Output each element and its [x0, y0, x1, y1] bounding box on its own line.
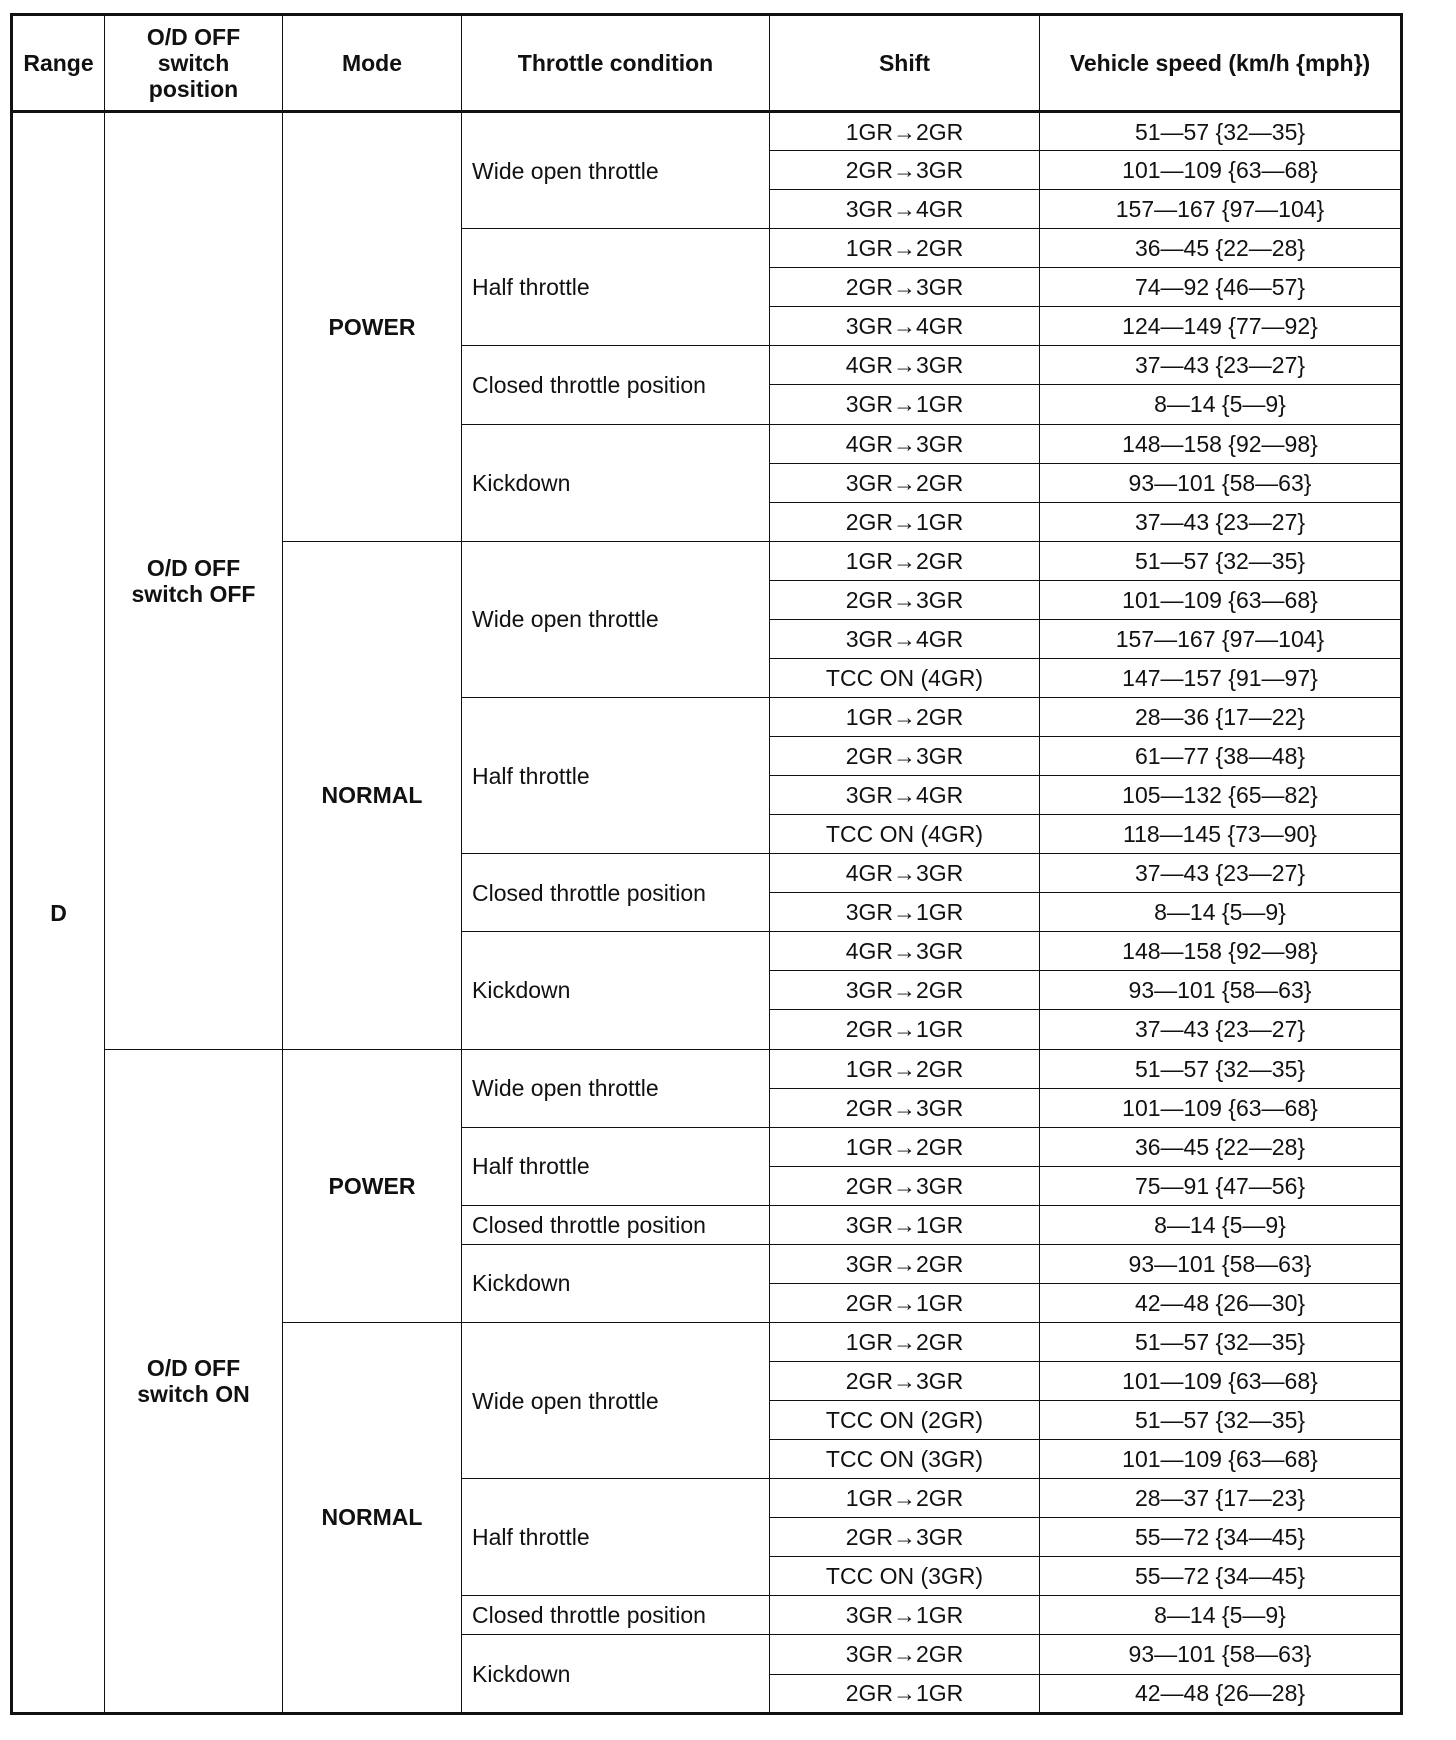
shift-cell: 1GR→2GR	[770, 1479, 1040, 1518]
vehicle-speed-cell: 51—57 {32—35}	[1040, 1322, 1402, 1361]
vehicle-speed-cell: 93—101 {58—63}	[1040, 1244, 1402, 1283]
header-mode: Mode	[283, 15, 462, 112]
shift-cell: 3GR→4GR	[770, 307, 1040, 346]
shift-cell: TCC ON (2GR)	[770, 1401, 1040, 1440]
vehicle-speed-cell: 148—158 {92—98}	[1040, 932, 1402, 971]
vehicle-speed-cell: 93—101 {58—63}	[1040, 1635, 1402, 1674]
shift-cell: 2GR→3GR	[770, 1166, 1040, 1205]
throttle-condition-cell: Kickdown	[462, 932, 770, 1049]
vehicle-speed-cell: 8—14 {5—9}	[1040, 1596, 1402, 1635]
shift-cell: 3GR→4GR	[770, 619, 1040, 658]
vehicle-speed-cell: 37—43 {23—27}	[1040, 854, 1402, 893]
header-range: Range	[12, 15, 105, 112]
vehicle-speed-cell: 101—109 {63—68}	[1040, 1362, 1402, 1401]
vehicle-speed-cell: 28—37 {17—23}	[1040, 1479, 1402, 1518]
vehicle-speed-cell: 8—14 {5—9}	[1040, 893, 1402, 932]
shift-cell: 1GR→2GR	[770, 1127, 1040, 1166]
shift-cell: 4GR→3GR	[770, 854, 1040, 893]
throttle-condition-cell: Wide open throttle	[462, 112, 770, 229]
shift-cell: 3GR→2GR	[770, 1244, 1040, 1283]
shift-cell: 4GR→3GR	[770, 424, 1040, 463]
throttle-condition-cell: Kickdown	[462, 1635, 770, 1714]
vehicle-speed-cell: 101—109 {63—68}	[1040, 580, 1402, 619]
table-row	[12, 112, 1402, 151]
mode-cell: POWER	[283, 112, 462, 542]
throttle-condition-cell: Closed throttle position	[462, 1596, 770, 1635]
shift-cell: TCC ON (3GR)	[770, 1557, 1040, 1596]
vehicle-speed-cell: 147—157 {91—97}	[1040, 658, 1402, 697]
shift-cell: 3GR→2GR	[770, 1635, 1040, 1674]
vehicle-speed-cell: 93—101 {58—63}	[1040, 463, 1402, 502]
mode-cell: POWER	[283, 1049, 462, 1322]
vehicle-speed-cell: 37—43 {23—27}	[1040, 346, 1402, 385]
vehicle-speed-cell: 61—77 {38—48}	[1040, 737, 1402, 776]
header-shift: Shift	[770, 15, 1040, 112]
vehicle-speed-cell: 51—57 {32—35}	[1040, 541, 1402, 580]
shift-cell: 4GR→3GR	[770, 346, 1040, 385]
mode-cell: NORMAL	[283, 541, 462, 1049]
vehicle-speed-cell: 42—48 {26—28}	[1040, 1674, 1402, 1714]
header-vehicle-speed: Vehicle speed (km/h {mph})	[1040, 15, 1402, 112]
throttle-condition-cell: Kickdown	[462, 424, 770, 541]
vehicle-speed-cell: 37—43 {23—27}	[1040, 502, 1402, 541]
shift-cell: 3GR→1GR	[770, 385, 1040, 424]
shift-cell: 1GR→2GR	[770, 697, 1040, 736]
shift-cell: 1GR→2GR	[770, 541, 1040, 580]
throttle-condition-cell: Half throttle	[462, 229, 770, 346]
vehicle-speed-cell: 118—145 {73—90}	[1040, 815, 1402, 854]
shift-cell: 2GR→3GR	[770, 268, 1040, 307]
vehicle-speed-cell: 75—91 {47—56}	[1040, 1166, 1402, 1205]
vehicle-speed-cell: 148—158 {92—98}	[1040, 424, 1402, 463]
shift-speed-table	[10, 13, 1403, 1715]
shift-cell: TCC ON (3GR)	[770, 1440, 1040, 1479]
vehicle-speed-cell: 124—149 {77—92}	[1040, 307, 1402, 346]
vehicle-speed-cell: 51—57 {32—35}	[1040, 1401, 1402, 1440]
vehicle-speed-cell: 105—132 {65—82}	[1040, 776, 1402, 815]
range-cell: D	[12, 112, 105, 1714]
vehicle-speed-cell: 51—57 {32—35}	[1040, 1049, 1402, 1088]
shift-cell: 3GR→4GR	[770, 776, 1040, 815]
shift-cell: 1GR→2GR	[770, 1049, 1040, 1088]
vehicle-speed-cell: 42—48 {26—30}	[1040, 1283, 1402, 1322]
shift-cell: 2GR→1GR	[770, 1010, 1040, 1049]
shift-cell: TCC ON (4GR)	[770, 815, 1040, 854]
shift-cell: 1GR→2GR	[770, 1322, 1040, 1361]
shift-cell: 4GR→3GR	[770, 932, 1040, 971]
shift-cell: 1GR→2GR	[770, 112, 1040, 151]
shift-cell: 2GR→3GR	[770, 580, 1040, 619]
shift-cell: 2GR→3GR	[770, 737, 1040, 776]
vehicle-speed-cell: 36—45 {22—28}	[1040, 229, 1402, 268]
header-od-position: O/D OFF switch position	[105, 15, 283, 112]
vehicle-speed-cell: 8—14 {5—9}	[1040, 385, 1402, 424]
mode-cell: NORMAL	[283, 1322, 462, 1713]
throttle-condition-cell: Wide open throttle	[462, 1049, 770, 1127]
shift-cell: 1GR→2GR	[770, 229, 1040, 268]
shift-cell: 2GR→1GR	[770, 1283, 1040, 1322]
vehicle-speed-cell: 8—14 {5—9}	[1040, 1205, 1402, 1244]
vehicle-speed-cell: 101—109 {63—68}	[1040, 1088, 1402, 1127]
throttle-condition-cell: Wide open throttle	[462, 541, 770, 697]
throttle-condition-cell: Kickdown	[462, 1244, 770, 1322]
vehicle-speed-cell: 101—109 {63—68}	[1040, 151, 1402, 190]
vehicle-speed-cell: 101—109 {63—68}	[1040, 1440, 1402, 1479]
vehicle-speed-cell: 28—36 {17—22}	[1040, 697, 1402, 736]
throttle-condition-cell: Half throttle	[462, 1479, 770, 1596]
table-body	[12, 112, 1402, 1714]
od-switch-cell: O/D OFF switch OFF	[105, 112, 283, 1050]
throttle-condition-cell: Half throttle	[462, 697, 770, 853]
vehicle-speed-cell: 93—101 {58—63}	[1040, 971, 1402, 1010]
shift-cell: 2GR→3GR	[770, 151, 1040, 190]
shift-cell: 2GR→3GR	[770, 1088, 1040, 1127]
vehicle-speed-cell: 157—167 {97—104}	[1040, 619, 1402, 658]
shift-cell: 2GR→1GR	[770, 1674, 1040, 1714]
shift-cell: 3GR→2GR	[770, 971, 1040, 1010]
throttle-condition-cell: Wide open throttle	[462, 1322, 770, 1478]
throttle-condition-cell: Half throttle	[462, 1127, 770, 1205]
vehicle-speed-cell: 55—72 {34—45}	[1040, 1518, 1402, 1557]
header-row	[12, 15, 1402, 112]
shift-cell: 3GR→2GR	[770, 463, 1040, 502]
throttle-condition-cell: Closed throttle position	[462, 1205, 770, 1244]
table-row	[12, 1049, 1402, 1088]
throttle-condition-cell: Closed throttle position	[462, 346, 770, 424]
shift-cell: TCC ON (4GR)	[770, 658, 1040, 697]
vehicle-speed-cell: 55—72 {34—45}	[1040, 1557, 1402, 1596]
header-throttle-condition: Throttle condition	[462, 15, 770, 112]
vehicle-speed-cell: 37—43 {23—27}	[1040, 1010, 1402, 1049]
vehicle-speed-cell: 51—57 {32—35}	[1040, 112, 1402, 151]
vehicle-speed-cell: 36—45 {22—28}	[1040, 1127, 1402, 1166]
shift-cell: 3GR→1GR	[770, 893, 1040, 932]
shift-cell: 2GR→1GR	[770, 502, 1040, 541]
shift-cell: 3GR→1GR	[770, 1205, 1040, 1244]
shift-cell: 2GR→3GR	[770, 1518, 1040, 1557]
shift-cell: 2GR→3GR	[770, 1362, 1040, 1401]
throttle-condition-cell: Closed throttle position	[462, 854, 770, 932]
shift-cell: 3GR→1GR	[770, 1596, 1040, 1635]
vehicle-speed-cell: 74—92 {46—57}	[1040, 268, 1402, 307]
shift-cell: 3GR→4GR	[770, 190, 1040, 229]
vehicle-speed-cell: 157—167 {97—104}	[1040, 190, 1402, 229]
od-switch-cell: O/D OFF switch ON	[105, 1049, 283, 1714]
